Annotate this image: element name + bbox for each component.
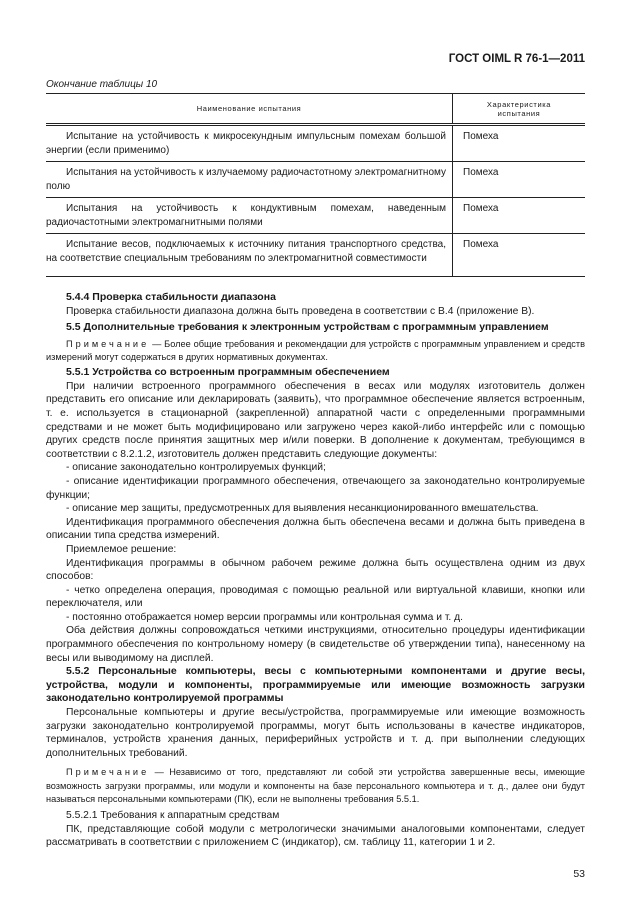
table-row <box>46 125 585 162</box>
test-characteristic: Помеха <box>453 234 586 277</box>
note <box>46 338 585 364</box>
heading-5-5-2: 5.5.2 Персональные компьютеры, весы с компьютерными компонентами и другие весы, устройства, модули и компоненты, программируемые или имеющие возможность загрузки законодательно контролируемой программы <box>46 665 585 705</box>
document-header: ГОСТ OIML R 76-1—2011 <box>448 53 585 65</box>
paragraph: Оба действия должны сопровождаться четкими инструкциями, относительно процедуры идентификации программного обеспечения по контрольному номеру (в свидетельстве об утверждении типа), нанесенному на весы или выводимому на дисплей. <box>46 625 585 664</box>
test-name: Испытания на устойчивость к излучаемому радиочастотному электромагнитному полю <box>46 162 453 198</box>
note-label: Примечание <box>66 338 150 349</box>
list-item: - описание идентификации программного обеспечения, отвечающего за законодательно контролируемые функции; <box>46 475 585 501</box>
table-row <box>46 162 585 198</box>
column-header: Характеристика испытания <box>453 94 586 125</box>
paragraph: Персональные компьютеры и другие весы/устройства, программируемые или имеющие возможность загрузки законодательно контролируемой программы, могут быть использованы в качестве индикаторов, терминалов, устройств хранения данных, периферийных устройств и т. д. при выполнении следующих дополнительных требований. <box>46 707 585 759</box>
note-label: Примечание <box>66 767 150 778</box>
table-caption: Окончание таблицы 10 <box>46 79 158 90</box>
table-10 <box>46 93 585 277</box>
test-characteristic: Помеха <box>453 198 586 234</box>
paragraph: Проверка стабильности диапазона должна быть проведена в соответствии с В.4 (приложение В). <box>66 305 535 317</box>
heading-5-5: 5.5 Дополнительные требования к электронным устройствам с программным управлением <box>66 321 549 334</box>
page-content <box>46 0 585 901</box>
page-number: 53 <box>573 867 585 880</box>
table-row <box>46 234 585 277</box>
table-header-row <box>46 94 585 125</box>
table-row <box>46 198 585 234</box>
note <box>46 766 585 806</box>
paragraph: Приемлемое решение: <box>66 543 177 555</box>
paragraph: При наличии встроенного программного обеспечения в весах или модулях изготовитель должен представить его описание или декларировать (заявить), что программное обеспечение является встроенным, т. е. используется в стационарной (закрепленной) аппаратной части с определенными программными средствами и не может быть модифицировано или загружено через какой-либо интерфейс или с помощью других средств после принятия защитных мер и/или поверки. В дополнение к документам, требующимся в соответствии с 8.2.1.2, изготовитель должен представить следующие документы: <box>46 380 585 460</box>
note-text: — Более общие требования и рекомендации для устройств с программным управлением и средств измерений могут содержаться в других нормативных документах. <box>46 338 585 362</box>
paragraph: Идентификация программы в обычном рабочем режиме должна быть осуществлена одним из двух способов: <box>46 557 585 583</box>
list-item: - постоянно отображается номер версии программы или контрольная сумма и т. д. <box>66 611 464 623</box>
heading-5-4-4: 5.4.4 Проверка стабильности диапазона <box>66 291 276 303</box>
list-item: - четко определена операция, проводимая с помощью реальной или виртуальной клавиши, кнопки или переключателя, или <box>46 584 585 610</box>
test-characteristic: Помеха <box>453 125 586 162</box>
test-name: Испытания на устойчивость к кондуктивным помехам, наведенным радиочастотными электромагнитными полями <box>46 198 453 234</box>
list-item: - описание мер защиты, предусмотренных для выявления несанкционированного вмешательства. <box>66 503 539 515</box>
test-name: Испытание на устойчивость к микросекундным импульсным помехам большой энергии (если применимо) <box>46 125 453 162</box>
heading-5-5-1: 5.5.1 Устройства со встроенным программным обеспечением <box>66 366 390 379</box>
list-item: - описание законодательно контролируемых функций; <box>66 462 326 474</box>
paragraph: ПК, представляющие собой модули с метрологически значимыми аналоговыми компонентами, следует рассматривать в соответствии с приложением С (индикатор), см. таблицу 11, категории 1 и 2. <box>46 823 585 849</box>
test-name: Испытание весов, подключаемых к источнику питания транспортного средства, на соответствие специальным требованиям по электромагнитной совместимости <box>46 234 453 277</box>
paragraph: Идентификация программного обеспечения должна быть обеспечена весами и должна быть приведена в описании типа средства измерений. <box>46 516 585 542</box>
heading-5-5-2-1: 5.5.2.1 Требования к аппаратным средствам <box>66 810 280 822</box>
test-characteristic: Помеха <box>453 162 586 198</box>
note-text: — Независимо от того, представляют ли собой эти устройства завершенные весы, имеющие возможность загрузки программы, или модули и компоненты на базе персонального компьютера и т. д., далее они будут называться персональными компьютерами (ПК), если не выполнены требования 5.5.1. <box>46 767 585 804</box>
column-header: Наименование испытания <box>46 94 453 125</box>
